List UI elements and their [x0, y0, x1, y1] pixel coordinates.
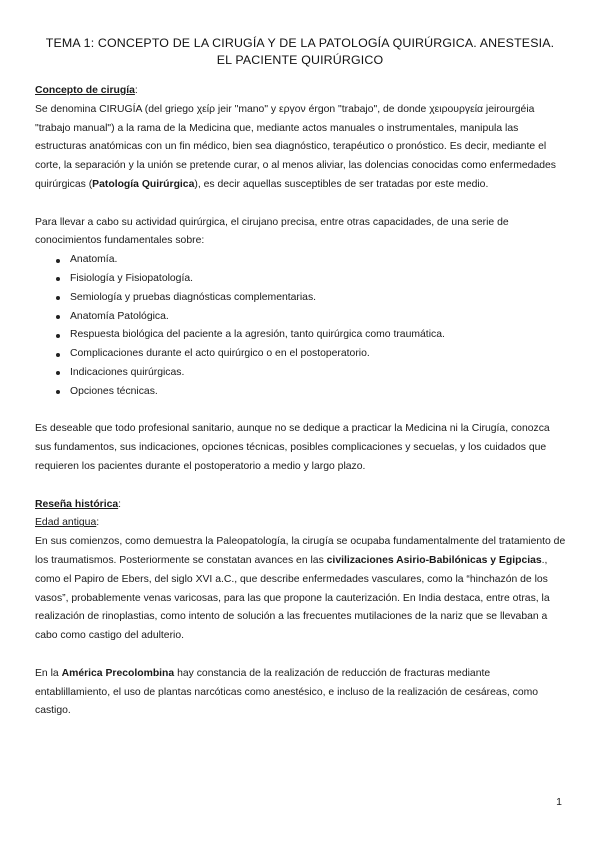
resena-heading: Reseña histórica:: [35, 498, 122, 510]
concepto-heading: Concepto de cirugía:: [35, 85, 138, 96]
resena-paragraph-1: En sus comienzos, como demuestra la Paleopatología, la cirugía se ocupaba fundamentalmente del tratamiento de los traumatismos. Posteriormente se constatan avances en las civilizaciones Asirio-Babilónicas y Egipcias., como el Papiro de Ebers, del siglo XVI a.C., que describe enfermedades vasculares, como la “hinchazón de los vasos”, probablemente venas varicosas, para las que propone la cauterización. En India destaca, entre otras, la realización de rinoplastias, como intento de solución a las frecuentes mutilaciones de la nariz que se llevaban a cabo como castigo del adulterio.: [35, 536, 566, 642]
list-item: Complicaciones durante el acto quirúrgico o en el postoperatorio.: [35, 345, 567, 364]
concepto-paragraph-3: Es deseable que todo profesional sanitario, aunque no se dedique a practicar la Medicina ni la Cirugía, conozca sus fundamentos, sus indicaciones, opciones técnicas, posibles complicaciones y secuelas, y los cuidados que requieren los pacientes durante el postoperatorio a medio y largo plazo.: [35, 423, 550, 472]
resena-paragraph-2: En la América Precolombina hay constancia de la realización de reducción de fracturas mediante entablillamiento, el uso de plantas narcóticas como anestésico, e incluso de la realización de cesáreas, como castigo.: [35, 667, 539, 717]
title-line-1: TEMA 1: CONCEPTO DE LA CIRUGÍA Y DE LA PATOLOGÍA QUIRÚRGICA. ANESTESIA.: [45, 36, 555, 50]
concepto-paragraph-1: Se denomina CIRUGÍA (del griego χείρ jeir "mano" y εργον érgon "trabajo", de donde χειρουργεία jeirourgéia "trabajo manual") a la rama de la Medicina que, mediante actos manuales o instrumentales, manipula las estructuras anatómicas con un fin médico, bien sea diagnóstico, terapéutico o pronóstico. Es decir, mediante el corte, la separación y la unión se pretende curar, o al menos aliviar, las dolencias conocidas como enfermedades quirúrgicas (Patología Quirúrgica), es decir aquellas susceptibles de ser tratadas por este medio.: [35, 103, 556, 190]
list-item: Indicaciones quirúrgicas.: [35, 364, 567, 383]
page-title: [20, 35, 580, 68]
list-item: Respuesta biológica del paciente a la agresión, tanto quirúrgica como traumática.: [35, 326, 567, 345]
document-body: [35, 82, 567, 721]
edad-antigua-subheading: Edad antigua:: [35, 517, 100, 529]
concepto-paragraph-2: Para llevar a cabo su actividad quirúrgica, el cirujano precisa, entre otras capacidades, de una serie de conocimientos fundamentales sobre:: [35, 216, 509, 247]
list-item: Anatomía Patológica.: [35, 308, 567, 327]
list-item: Anatomía.: [35, 251, 567, 270]
knowledge-list: [35, 251, 567, 401]
list-item: Fisiología y Fisiopatología.: [35, 270, 567, 289]
list-item: Semiología y pruebas diagnósticas complementarias.: [35, 289, 567, 308]
title-line-2: EL PACIENTE QUIRÚRGICO: [216, 52, 384, 67]
list-item: Opciones técnicas.: [35, 383, 567, 402]
page-number: 1: [556, 796, 562, 808]
